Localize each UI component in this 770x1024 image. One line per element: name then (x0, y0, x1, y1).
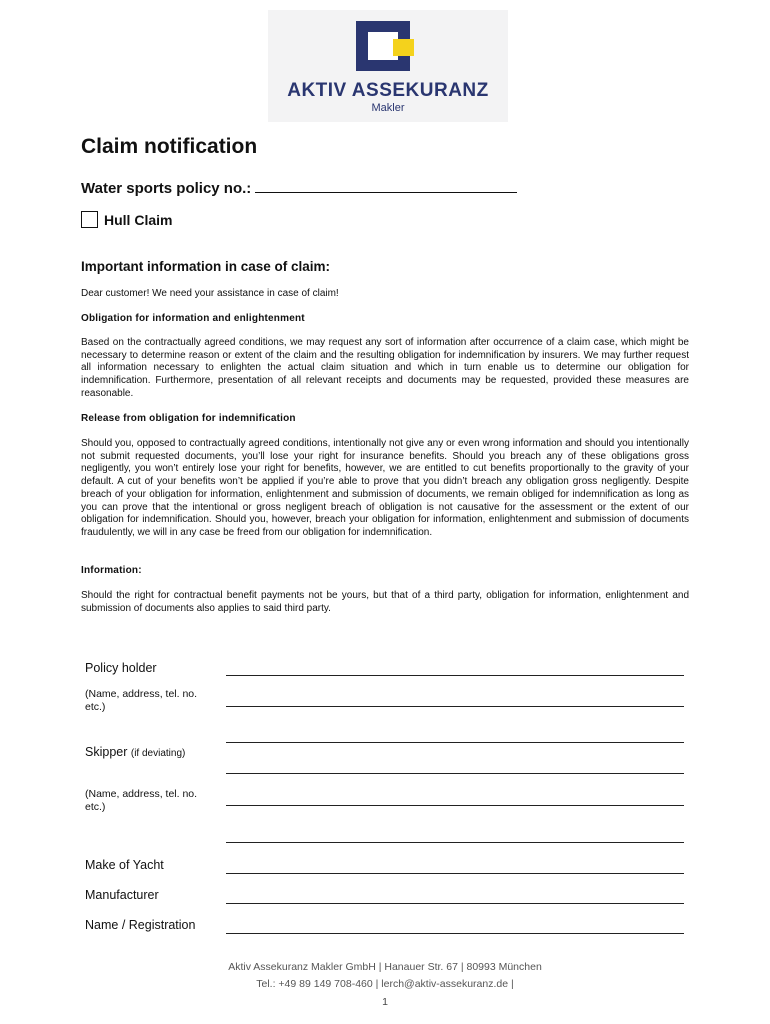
make-label: Make of Yacht (85, 858, 164, 872)
skipper-label-suffix: (if deviating) (130, 748, 186, 759)
logo-subtitle: Makler (371, 102, 405, 114)
hull-claim-label: Hull Claim (104, 211, 173, 228)
section-heading-information: Information: (81, 565, 142, 576)
policy-holder-line-3[interactable] (226, 742, 684, 743)
policy-number-label: Water sports policy no.: (81, 180, 252, 197)
section-heading-obligation: Obligation for information and enlightenment (81, 313, 305, 324)
skipper-label (85, 745, 185, 759)
manufacturer-label: Manufacturer (85, 888, 159, 902)
hull-claim-row (81, 211, 172, 228)
section-body-release: Should you, opposed to contractually agreed conditions, intentionally not give any or even wrong information and should you intentionally not submit requested documents, you’ll lose your right for insurance benefits. Should you breach any of these obligations gross negligently, you won’t entirely lose your right for benefits, however, we are entitled to cut benefits proportionally to the gravity of your default. A cut of your benefits won’t be applied if you’re able to prove that you didn’t breach any obligation gross negligently. Despite breach of your obligation for information, enlightenment and submission of documents, we remain obliged for indemnification as long as you can prove that the intentional or gross negligent breach of obligation is not causative for the assessment or the extent of our obligation for indemnification. Should you, however, breach your obligation for information, enlightenment and submission of documents fraudulently, we will in any case be freed from our obligation for indemnification. (81, 438, 689, 538)
hull-claim-checkbox[interactable] (81, 211, 98, 228)
company-logo (268, 10, 508, 122)
greeting-text: Dear customer! We need your assistance in case of claim! (81, 288, 339, 299)
policy-number-field[interactable] (255, 179, 517, 193)
policy-holder-note: (Name, address, tel. no. etc.) (85, 688, 198, 713)
info-heading: Important information in case of claim: (81, 259, 331, 274)
skipper-note: (Name, address, tel. no. etc.) (85, 788, 198, 813)
section-body-information: Should the right for contractual benefit payments not be yours, but that of a third party, obligation for information, enlightenment and submission of documents also applies to said third party. (81, 590, 689, 614)
section-body-obligation: Based on the contractually agreed conditions, we may request any sort of information after occurrence of a claim case, which might be necessary to determine reason or extent of the claim and the resulting obligation for indemnification by insurers. We may further request all information necessary to enlighten the actual claim situation and which in turn enable us to determine our obligation for indemnification. Furthermore, presentation of all relevant receipts and documents may be requested, provided these measures are reasonable. (81, 337, 689, 399)
manufacturer-line[interactable] (226, 903, 684, 904)
logo-mark-icon (356, 21, 410, 71)
footer-address: Aktiv Assekuranz Makler GmbH | Hanauer Str. 67 | 80993 München (228, 961, 542, 973)
registration-line[interactable] (226, 933, 684, 934)
registration-label: Name / Registration (85, 918, 196, 932)
section-heading-release: Release from obligation for indemnification (81, 413, 296, 424)
page-number: 1 (382, 996, 388, 1008)
make-line[interactable] (226, 873, 684, 874)
policy-holder-line-2[interactable] (226, 706, 684, 707)
skipper-line-1[interactable] (226, 773, 684, 774)
policy-holder-line-1[interactable] (226, 675, 684, 676)
policy-number-row (81, 179, 517, 197)
logo-name: AKTIV ASSEKURANZ (287, 80, 489, 101)
footer-contact (0, 978, 770, 990)
page-title: Claim notification (81, 135, 258, 158)
skipper-line-2[interactable] (226, 805, 684, 806)
skipper-line-3[interactable] (226, 842, 684, 843)
policy-holder-label: Policy holder (85, 661, 157, 675)
footer-contact-text: Tel.: +49 89 149 708-460 | lerch@aktiv-assekuranz.de | (256, 978, 514, 990)
skipper-label-text: Skipper (85, 745, 128, 759)
